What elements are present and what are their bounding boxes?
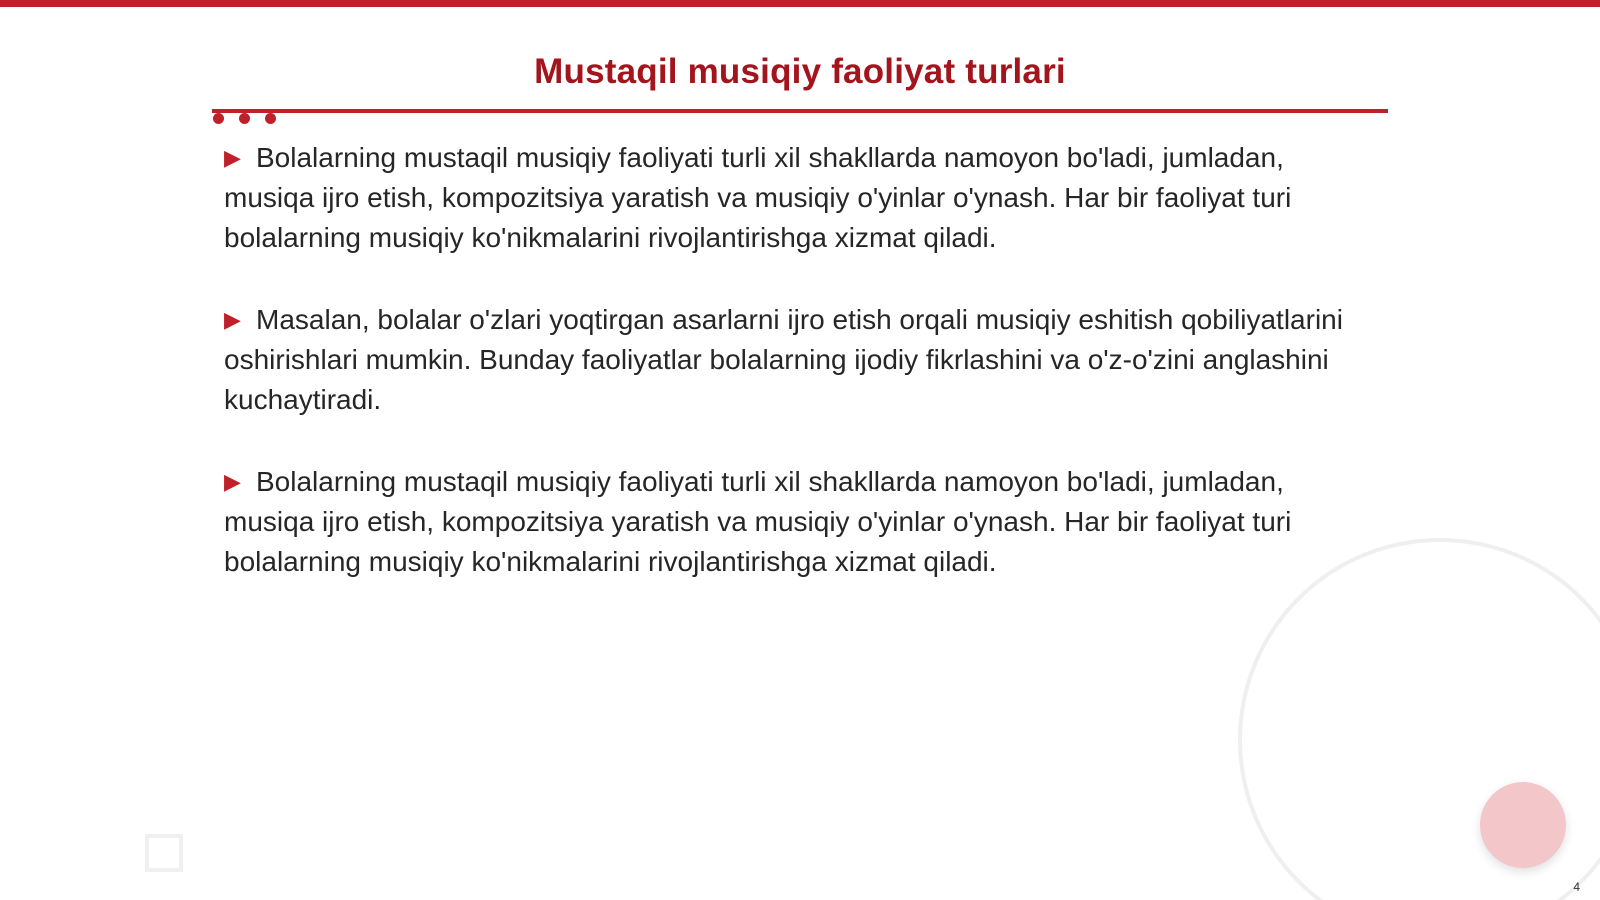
bullet-item <box>224 300 1374 420</box>
decorative-dot <box>213 113 224 124</box>
decorative-dot <box>239 113 250 124</box>
triangle-right-icon: ▶ <box>224 469 241 494</box>
bullet-item <box>224 138 1374 258</box>
top-accent-bar <box>0 0 1600 7</box>
title-underline <box>212 109 1388 113</box>
bullet-text: Masalan, bolalar o'zlari yoqtirgan asarlarni ijro etish orqali musiqiy eshitish qobiliyatlarini oshirishlari mumkin. Bunday faoliyatlar bolalarning ijodiy fikrlashini va o'z-o'zini anglashini kuchaytiradi. <box>224 304 1343 415</box>
decorative-square <box>145 834 183 872</box>
bullet-text: Bolalarning mustaqil musiqiy faoliyati turli xil shakllarda namoyon bo'ladi, jumladan, musiqa ijro etish, kompozitsiya yaratish va musiqiy o'yinlar o'ynash. Har bir faoliyat turi bolalarning musiqiy ko'nikmalarini rivojlantirishga xizmat qiladi. <box>224 142 1292 253</box>
bullet-list <box>224 138 1374 624</box>
decorative-circle <box>1480 782 1566 868</box>
bullet-text: Bolalarning mustaqil musiqiy faoliyati turli xil shakllarda namoyon bo'ladi, jumladan, musiqa ijro etish, kompozitsiya yaratish va musiqiy o'yinlar o'ynash. Har bir faoliyat turi bolalarning musiqiy ko'nikmalarini rivojlantirishga xizmat qiladi. <box>224 466 1292 577</box>
page-number: 4 <box>1573 880 1580 894</box>
decorative-dot <box>265 113 276 124</box>
triangle-right-icon: ▶ <box>224 307 241 332</box>
bullet-item <box>224 462 1374 582</box>
slide-title: Mustaqil musiqiy faoliyat turlari <box>534 52 1066 91</box>
triangle-right-icon: ▶ <box>224 145 241 170</box>
